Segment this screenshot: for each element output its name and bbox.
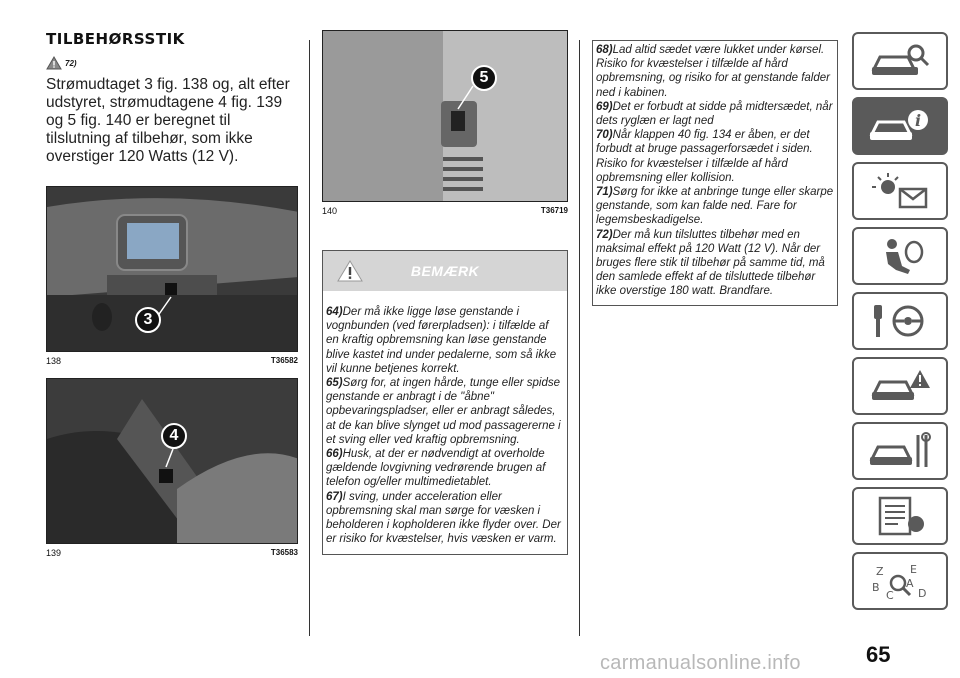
note-item-number: 64) xyxy=(326,306,343,318)
warning-item-text: Lad altid sædet være lukket under kørsel. Risiko for kvæstelser i tilfælde af hård opbremsning, og risiko for at genstande falder ned i kabinen. xyxy=(596,44,830,99)
tab-technical-data[interactable] xyxy=(852,487,948,545)
tab-car-search[interactable] xyxy=(852,32,948,90)
warning-item xyxy=(596,228,834,299)
figure-caption xyxy=(46,548,298,558)
chapter-sidebar xyxy=(852,32,948,617)
note-item-text: Sørg for, at ingen hårde, tunge eller spidse genstande er anbragt i de "åbne" opbevaringspladser, eller er anbragt således, at de kan blive slynget ud mod passagererne i et sving eller ved kraftig opbremsning. xyxy=(326,377,561,446)
figure-138 xyxy=(46,186,298,366)
warning-item-text: Det er forbudt at sidde på midtersædet, når dets ryglæn er lagt ned xyxy=(596,100,833,128)
warning-item xyxy=(596,43,834,100)
tab-safety[interactable] xyxy=(852,227,948,285)
section-body: Strømudtaget 3 fig. 138 og, alt efter udstyret, strømudtagene 4 fig. 139 og 5 fig. 140 er beregnet til tilslutning af tilbehør, som ikke overstiger 120 Watts (12 V). xyxy=(46,76,290,165)
page-number: 65 xyxy=(866,642,891,667)
note-item-text: Der må ikke ligge løse genstande i vognbunden (ved førerpladsen): i tilfælde af en kraftig opbremsning kan løse genstande blive kastet ind under pedalerne, som så ikke vil kunne betjenes korrekt. xyxy=(326,306,557,375)
figure-number: 138 xyxy=(46,356,62,366)
svg-text:Z: Z xyxy=(876,565,884,578)
note-item xyxy=(326,376,564,447)
figure-caption xyxy=(46,356,298,366)
dashboard-illustration xyxy=(47,187,298,352)
airbag-seat-icon xyxy=(868,236,932,276)
note-item-number: 67) xyxy=(326,490,343,503)
note-item-text: Husk, at der er nødvendigt at overholde gældende lovgivning vedrørende brugen af telefon og/eller multimedietablet. xyxy=(326,448,546,489)
car-warning-icon xyxy=(868,366,932,406)
note-item-number: 66) xyxy=(326,448,343,461)
warning-item xyxy=(596,185,834,228)
note-title: BEMÆRK xyxy=(410,263,480,279)
note-item xyxy=(326,305,564,376)
car-search-icon xyxy=(868,41,932,81)
figure-139 xyxy=(46,378,298,558)
warning-item xyxy=(596,100,834,128)
svg-text:C: C xyxy=(886,589,894,601)
figure-code: T36582 xyxy=(270,356,298,365)
key-steering-icon xyxy=(868,301,932,341)
tab-emergency[interactable] xyxy=(852,357,948,415)
svg-text:i: i xyxy=(914,111,922,130)
note-item-number: 65) xyxy=(326,377,343,390)
watermark: carmanualsonline.info xyxy=(600,652,801,674)
column-divider xyxy=(579,40,580,636)
warning-item-number: 69) xyxy=(596,100,613,113)
car-info-icon xyxy=(868,106,932,146)
note-item-text: I sving, under acceleration eller opbremsning skal man sørge for væsken i beholderen i kopholderen ikke flyder over. Der er risiko for kvæstelser, hvis væsken er varm. xyxy=(326,490,561,546)
tab-index[interactable] xyxy=(852,552,948,610)
svg-text:D: D xyxy=(918,587,927,600)
warnings-box xyxy=(592,40,838,306)
svg-text:B: B xyxy=(872,581,880,594)
warning-item-number: 68) xyxy=(596,44,613,56)
note-item xyxy=(326,447,564,490)
svg-text:A: A xyxy=(906,577,914,590)
callout-5: 5 xyxy=(471,65,497,91)
warning-triangle-icon xyxy=(46,56,62,70)
warning-reference xyxy=(46,56,298,70)
spec-list-icon xyxy=(868,496,932,536)
figure-code: T36583 xyxy=(270,548,298,557)
dashboard-photo xyxy=(46,186,298,352)
column-divider xyxy=(309,40,310,636)
tab-car-info[interactable] xyxy=(852,97,948,155)
note-header xyxy=(323,251,567,291)
callout-4: 4 xyxy=(161,423,187,449)
alphabet-index-icon xyxy=(868,561,932,601)
figure-number: 140 xyxy=(322,206,338,216)
figure-140 xyxy=(322,30,568,216)
middle-column xyxy=(322,30,568,555)
seat-illustration xyxy=(47,379,298,544)
right-column xyxy=(592,40,838,306)
figure-caption xyxy=(322,206,568,216)
note-item xyxy=(326,490,564,547)
warning-item-number: 72) xyxy=(596,228,613,241)
warning-triangle-icon xyxy=(337,260,363,282)
seat-photo xyxy=(46,378,298,544)
section-title: TILBEHØRSSTIK xyxy=(46,30,185,48)
warning-item-text: Når klappen 40 fig. 134 er åben, er det forbudt at bruge passagerforsædet i siden. Risiko for kvæstelser i tilfælde af hård opbremsning eller kollision. xyxy=(596,129,813,184)
warning-item-text: Der må kun tilsluttes tilbehør med en maksimal effekt på 120 Watt (12 V). Når der bruges flere stik til tilbehør på samme tid, må den samlede effekt af de tilsluttede tilbehør ikke overstige 180 watt. Brandfare. xyxy=(596,228,825,298)
tab-starting-driving[interactable] xyxy=(852,292,948,350)
tab-maintenance[interactable] xyxy=(852,422,948,480)
note-body xyxy=(323,291,567,554)
warning-ref-number: 72) xyxy=(65,58,77,68)
note-box xyxy=(322,250,568,555)
warning-item-text: Sørg for ikke at anbringe tunge eller skarpe genstande, som kan falde ned. Fare for legemsbeskadigelse. xyxy=(596,186,834,227)
warning-item-number: 70) xyxy=(596,129,613,142)
svg-text:E: E xyxy=(910,563,917,576)
panel-illustration xyxy=(323,31,568,202)
light-envelope-icon xyxy=(868,171,932,211)
tab-lights-messages[interactable] xyxy=(852,162,948,220)
callout-3: 3 xyxy=(135,307,161,333)
panel-photo xyxy=(322,30,568,202)
left-column xyxy=(46,30,298,558)
warning-item xyxy=(596,128,834,185)
car-tools-icon xyxy=(868,431,932,471)
warning-item-number: 71) xyxy=(596,186,613,199)
figure-code: T36719 xyxy=(540,206,568,215)
figure-number: 139 xyxy=(46,548,62,558)
